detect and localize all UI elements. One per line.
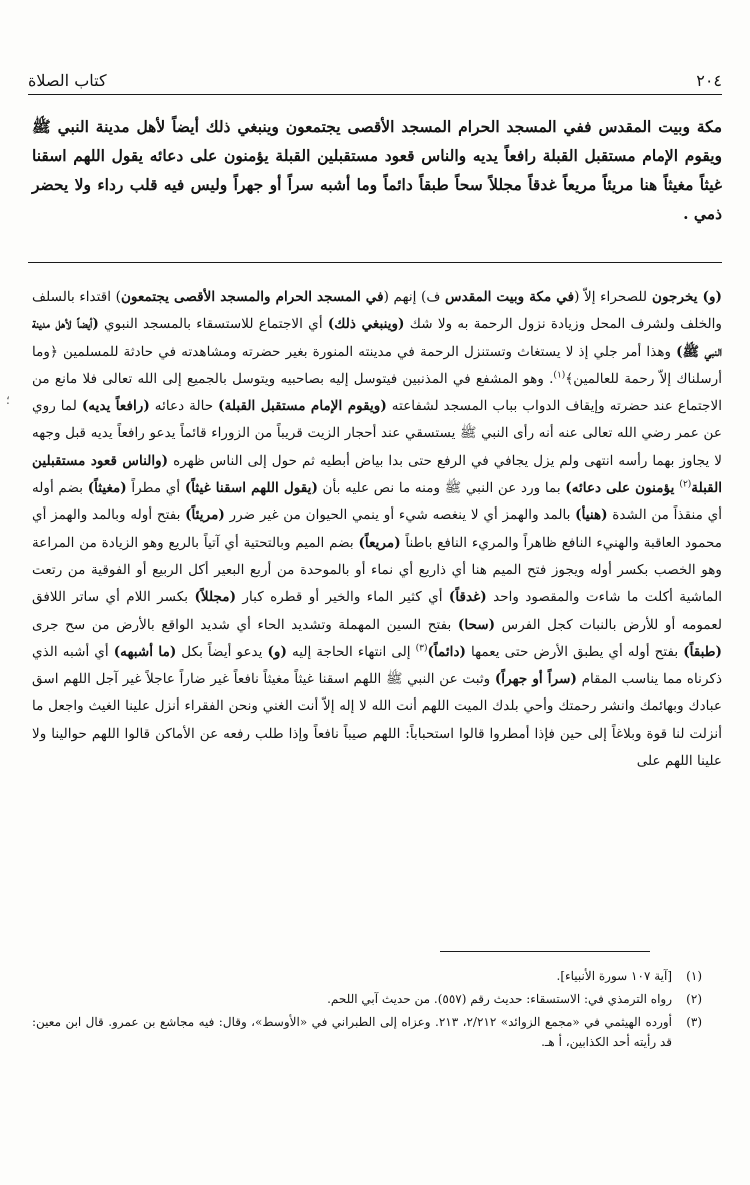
- commentary-text: ) اقتداء بالسلف والخلف ولشرف المحل وزيادة نزول الرحمة به ولا شك: [32, 289, 722, 333]
- footnote-text: أورده الهيثمي في «مجمع الزوائد» ٢/٢١٢، ٢١٣. وعزاه إلى الطبراني في «الأوسط»، وقال: فيه مجاشع بن عمرو. قال ابن معين: قد رأيته أحد الكذابين، أ هـ.: [32, 1015, 673, 1049]
- matn-quote: (مريعاً): [358, 534, 401, 551]
- matn-quote: (طبقاً): [683, 643, 722, 660]
- book-title: كتاب الصلاة: [28, 71, 107, 90]
- footnote-text: رواه الترمذي في: الاستسقاء: حديث رقم (٥٥٧). من حديث آبي اللحم.: [327, 992, 672, 1006]
- matn-quote: في مكة وبيت المقدس: [445, 289, 575, 305]
- margin-mark: ؛: [6, 393, 10, 407]
- commentary-block: [32, 284, 722, 775]
- commentary-text: بفتح أوله وبالمد والهمز أي محمود العاقبة والهنيء النافع ظاهراً والمريء النافع باطناً: [32, 507, 722, 551]
- matn-quote: (دائماً): [427, 643, 466, 660]
- matn-quote: (أيضاً لأهل مدينة النبي ﷺ): [32, 316, 723, 360]
- commentary-text: يدعو أيضاً بكل: [176, 643, 268, 660]
- footnote-number: (٣): [686, 1015, 703, 1029]
- commentary-text: ف) إنهم (: [383, 289, 446, 305]
- header-rule: [28, 94, 722, 95]
- footnote-marker: (٣): [415, 643, 428, 654]
- commentary-text: بضم الميم وبالتحتية أي آتياً بالريع وهو الزيادة من المراعة وهو الخصب بكسر أوله ويجوز فتح الميم هنا أي ذاريع أي نماء أو بالموحدة من أربع البعير أكل الربيع أو الفوقية من رتعت الماشية أكلت ما شاءت والمقصود واحد: [32, 534, 722, 606]
- matn-quote: (رافعاً يديه): [81, 398, 150, 415]
- matn-quote: (مريئاً): [185, 507, 225, 524]
- commentary-text: بكسر اللام أي ساتر اللافق لعمومه أو للأرض بالنبات كجل الفرس: [32, 589, 722, 633]
- matn-quote: (وينبغي ذلك): [327, 316, 405, 333]
- commentary-text: بما ورد عن النبي ﷺ ومنه ما نص عليه بأن: [317, 480, 566, 497]
- commentary-text: للصحراء إلاّ (: [574, 289, 648, 305]
- matn-quote: (سراً أو جهراً): [494, 671, 577, 688]
- footnote-rule: [440, 951, 650, 952]
- matn-quote: (غدقاً): [448, 589, 487, 606]
- matn-quote: (و): [267, 643, 287, 660]
- footnote-marker: (٢): [679, 479, 692, 490]
- matn-quote: (يقول اللهم اسقنا غيثاً): [184, 480, 318, 497]
- commentary-text: لما روي عن عمر رضي الله تعالى عنه أنه رأى النبي ﷺ يستسقي عند أحجار الزيت قريباً من الزوراء قائماً يدعو رافعاً يديه قبل وجهه لا يجاوز بهما رأسه انتهى ولم يزل يجافي في الرفع حتى بدا بياض أبطيه ثم حول إلى الناس ظهره: [32, 398, 722, 469]
- commentary-text: أي أشبه الذي ذكرناه مما يناسب المقام: [32, 643, 722, 688]
- footnote-text: [آية ١٠٧ سورة الأنبياء].: [556, 969, 672, 983]
- commentary-text: أي الاجتماع للاستسقاء بالمسجد النبوي: [98, 316, 328, 333]
- commentary-text: . وهو المشفع في المذنبين فيتوسل إليه بصاحبيه ويتوسل بالجميع إلى الله تعالى فلا مانع من الاجتماع عند حضرته وإيقاف الدواب بباب المسجد لشفاعته: [32, 370, 722, 415]
- matn-quote: (مجللاً): [194, 589, 237, 606]
- commentary-text: بضم أوله أي منقذاً من الشدة: [32, 480, 722, 524]
- running-header: [28, 66, 722, 90]
- page-number: ٢٠٤: [696, 71, 722, 90]
- matn-quote: (مغيثاً): [87, 480, 127, 497]
- commentary-text: بالمد والهمز أي لا ينغصه شيء أو ينمي الحيوان من غير ضرر: [224, 507, 576, 524]
- footnote-marker: (١): [553, 370, 566, 381]
- commentary-text: إلى انتهاء الحاجة إليه: [286, 643, 416, 660]
- matn-quote: (ما أشبهه): [113, 643, 177, 660]
- matn-quote: (و) يخرجون: [647, 289, 722, 305]
- matn-divider-rule: [28, 262, 722, 263]
- commentary-text: بفتح السين المهملة وتشديد الحاء أي شديد الواقع بالأرض من سح جرى: [32, 616, 458, 633]
- footnote: [32, 989, 702, 1009]
- matn-quote: في المسجد الحرام والمسجد الأقصى يجتمعون: [120, 289, 384, 305]
- footnote: [32, 966, 702, 986]
- footnote-number: (١): [686, 969, 702, 983]
- commentary-text: وثبت عن النبي ﷺ اللهم اسقنا غيثاً مغيثاً نافعاً غير ضاراً عاجلاً غير آجل اللهم اسق عبادك وبهائمك وانشر رحمتك وأحي بلدك الميت اللهم أنت الله لا إله إلاّ أنت الغني ونحن الفقراء أنزل علينا الغيث واجعل ما أنزلت لنا قوة وبلاغاً إلى حين فإذا أمطروا قالوا استحباباً: اللهم صيباً نافعاً وإذا طلب رفعه عن الأماكن قالوا اللهم حوالينا ولا علينا اللهم على: [32, 671, 722, 770]
- matn-quote: (والناس قعود مستقبلين القبلة: [32, 452, 722, 497]
- matn-text-block: [32, 112, 722, 228]
- matn-quote: (ويقوم الإمام مستقبل القبلة): [218, 398, 387, 415]
- commentary-text: بفتح أوله أي يطبق الأرض حتى يعمها: [465, 643, 684, 660]
- commentary-text: حالة دعائه: [149, 398, 219, 415]
- footnote-number: (٢): [686, 992, 702, 1006]
- matn-quote: (هنيأ): [575, 507, 608, 524]
- matn-quote: يؤمنون على دعائه): [565, 480, 680, 497]
- commentary-text: وهذا أمر جلي إذ لا يستغاث وتستنزل الرحمة في مدينته المنورة بغير حضرته ومشاهدته في حادثة للمسلمين ﴿وما أرسلناك إلاّ رحمة للعالمين﴾: [32, 343, 723, 387]
- matn-quote: (سحا): [457, 616, 496, 633]
- commentary-paragraph: [32, 284, 722, 775]
- matn-paragraph: مكة وبيت المقدس ففي المسجد الحرام المسجد الأقصى يجتمعون وينبغي ذلك أيضاً لأهل مدينة النبي ﷺ ويقوم الإمام مستقبل القبلة رافعاً يديه والناس قعود مستقبلين القبلة يؤمنون على دعائه يقول اللهم اسقنا غيثاً مغيثاً هنا مريئاً مريعاً غدقاً مجللاً سحاً طبقاً دائماً وما أشبه سراً أو جهراً وليس فيه قلب رداء ولا يحضر ذمي .: [32, 117, 722, 223]
- footnotes-block: [32, 966, 702, 1055]
- commentary-text: أي مطراً: [126, 480, 185, 497]
- commentary-text: أي كثير الماء والخير أو قطره كبار: [236, 589, 449, 606]
- footnote: [32, 1012, 702, 1052]
